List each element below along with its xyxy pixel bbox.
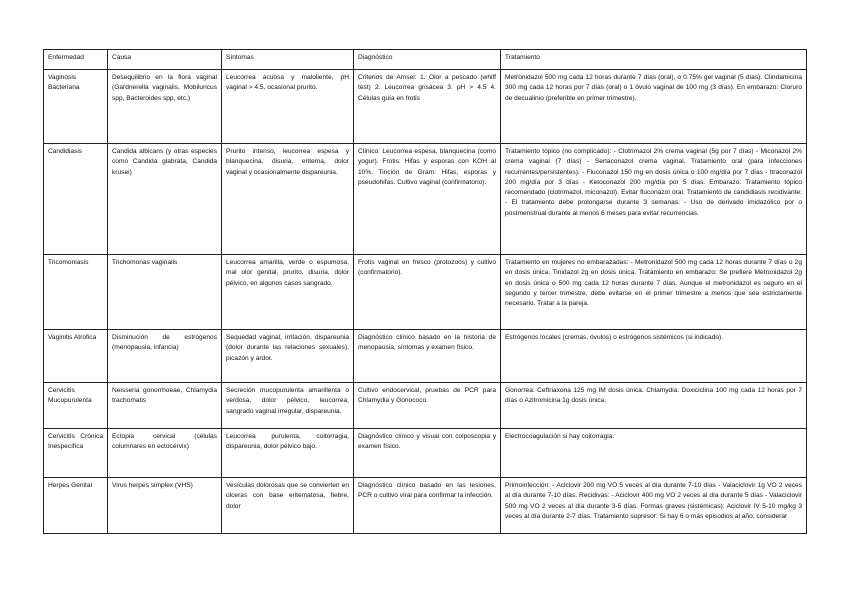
header-row (44, 50, 807, 70)
table-row (44, 429, 807, 478)
table-row (44, 330, 807, 383)
header-tratamiento: Tratamiento (501, 50, 807, 70)
table-row (44, 144, 807, 255)
cell-sintomas: Leucorrea acuosa y maloliente, pH vaginal > 4.5, ocasional prurito. (222, 70, 354, 144)
table-row (44, 478, 807, 534)
cell-enfermedad: Cervicitis Mucopurulenta (44, 383, 108, 429)
cell-tratamiento: Gonorrea: Ceftriaxona 125 mg IM dosis única. Chlamydia: Doxiciclina 100 mg cada 12 horas por 7 días o Azitromicina 1g dosis única. (501, 383, 807, 429)
cell-diagnostico: Diagnóstico clínico y visual con colposcopia y examen físico. (354, 429, 501, 478)
cell-enfermedad: Tricomoniasis (44, 255, 108, 330)
cell-causa: Candida albicans (y otras especies como Candida glabrata, Candida krusei) (108, 144, 222, 255)
table-row (44, 383, 807, 429)
header-enfermedad: Enfermedad (44, 50, 108, 70)
cell-diagnostico: Diagnóstico clínico basado en las lesiones, PCR o cultivo viral para confirmar la infección. (354, 478, 501, 534)
cell-sintomas: Secreción mucopurulenta amarillenta o verdosa, dolor pélvico, leucorrea, sangrado vaginal irregular, dispareunia. (222, 383, 354, 429)
table-row (44, 255, 807, 330)
header-causa: Causa (108, 50, 222, 70)
cell-enfermedad: Vaginosis Bacteriana (44, 70, 108, 144)
cell-tratamiento: Primoinfección: - Aciclovir 200 mg VO 5 veces al día durante 7-10 días - Valaciclovir 1g VO 2 veces al día durante 7-10 días. Recidivas: - Aciclovir 400 mg VO 2 veces al día durante 5 días - Valaciclovir 500 mg VO 2 veces al día durante 3-5 días. Formas graves (sistémicas): Aciclovir IV 5-10 mg/kg 3 veces al día durante 2-7 días. Tratamiento supresor: Si hay 6 o más episodios al año, considerar (501, 478, 807, 534)
cell-causa: Ectopia cervical (células columnares en ectocérvix) (108, 429, 222, 478)
cell-sintomas: Leucorrea purulenta, coitorragia, dispareunia, dolor pélvico bajo. (222, 429, 354, 478)
cell-sintomas: Leucorrea amarilla, verde o espumosa, mal olor genital, prurito, disuria, dolor pélvico, en algunos casos sangrado. (222, 255, 354, 330)
cell-sintomas: Prurito intenso, leucorrea espesa y blanquecina, disuria, eritema, dolor vaginal y ocasionalmente dispareunia. (222, 144, 354, 255)
cell-diagnostico: Clínico: Leucorrea espesa, blanquecina (como yogur). Frotis: Hifas y esporas con KOH al 10%. Tinción de Gram: Hifas, esporas y pseudohifas. Cultivo vaginal (confirmatorio). (354, 144, 501, 255)
cell-tratamiento: Tratamiento en mujeres no embarazadas: - Metronidazol 500 mg cada 12 horas durante 7 días o 2g en dosis única. Tinidazol 2g en dosis única. Tratamiento en embarazo: Se prefiere Metronidazol 2g en dosis única o 500 mg cada 12 horas durante 7 días. Aunque el metronidazol es seguro en el segundo y tercer trimestre, debe evitarse en el primer trimestre a menos que sea estrictamente necesario. Tratar a la pareja. (501, 255, 807, 330)
cell-enfermedad: Candidiasis (44, 144, 108, 255)
cell-tratamiento: Tratamiento tópico (no complicado): - Clotrimazol 2% crema vaginal (5g por 7 días) - Miconazol 2% crema vaginal (7 días) - Sertaconazol crema vaginal. Tratamiento oral (para infecciones recurrentes/persistentes): - Fluconazol 150 mg en dosis única o 100 mg/día por 7 días - Itraconazol 200 mg/día por 3 días - Ketoconazol 200 mg/día por 5 días. Embarazo: Tratamiento tópico recomendado (clotrimazol, miconazol). Evitar fluconazol oral. Tratamiento de candidiasis recidivante: - El tratamiento debe prolongarse durante 3 semanas. - Uso de derivado imidazólico por o postmenstrual durante al menos 6 meses para evitar recurrencias. (501, 144, 807, 255)
cell-enfermedad: Herpes Genital (44, 478, 108, 534)
cell-causa: Disminución de estrógenos (menopausia, infancia) (108, 330, 222, 383)
cell-tratamiento: Metronidazol 500 mg cada 12 horas durante 7 días (oral), o 0.75% gel vaginal (5 días). Clindamicina 300 mg cada 12 horas por 7 días (oral) o 1 óvulo vaginal de 100 mg (3 días). En embarazo: Cloruro de decualinio (preferible en primer trimestre). (501, 70, 807, 144)
cell-causa: Trichomonas vaginalis (108, 255, 222, 330)
cell-sintomas: Vesículas dolorosas que se convierten en úlceras con base eritematosa, fiebre, dolor (222, 478, 354, 534)
cell-sintomas: Sequedad vaginal, irritación, dispareunia (dolor durante las relaciones sexuales), picazón y ardor. (222, 330, 354, 383)
cell-causa: Neisseria gonorrhoeae, Chlamydia trachomatis (108, 383, 222, 429)
cell-diagnostico: Diagnóstico clínico basado en la historia de menopausia, síntomas y examen físico. (354, 330, 501, 383)
header-sintomas: Síntomas (222, 50, 354, 70)
cell-tratamiento: Estrógenos locales (cremas, óvulos) o estrógenos sistémicos (si indicado). (501, 330, 807, 383)
table-row (44, 70, 807, 144)
cell-causa: Virus herpes simplex (VHS) (108, 478, 222, 534)
std-treatment-table (43, 49, 807, 534)
cell-enfermedad: Cervicitis Crónica Inespecífica (44, 429, 108, 478)
cell-causa: Desequilibrio en la flora vaginal (Gardnerella vaginalis, Mobiluncus spp, Bacteroides spp, etc.) (108, 70, 222, 144)
cell-enfermedad: Vaginitis Atrofica (44, 330, 108, 383)
header-diagnostico: Diagnóstico (354, 50, 501, 70)
cell-diagnostico: Criterios de Amsel: 1. Olor a pescado (whiff test) 2. Leucorrea grisácea 3. pH > 4.5 4. Células guía en frotis (354, 70, 501, 144)
cell-diagnostico: Cultivo endocervical, pruebas de PCR para Chlamydia y Gonococo. (354, 383, 501, 429)
cell-tratamiento: Electrocoagulación si hay coitorragia. (501, 429, 807, 478)
cell-diagnostico: Frotis vaginal en fresco (protozoos) y cultivo (confirmatorio). (354, 255, 501, 330)
